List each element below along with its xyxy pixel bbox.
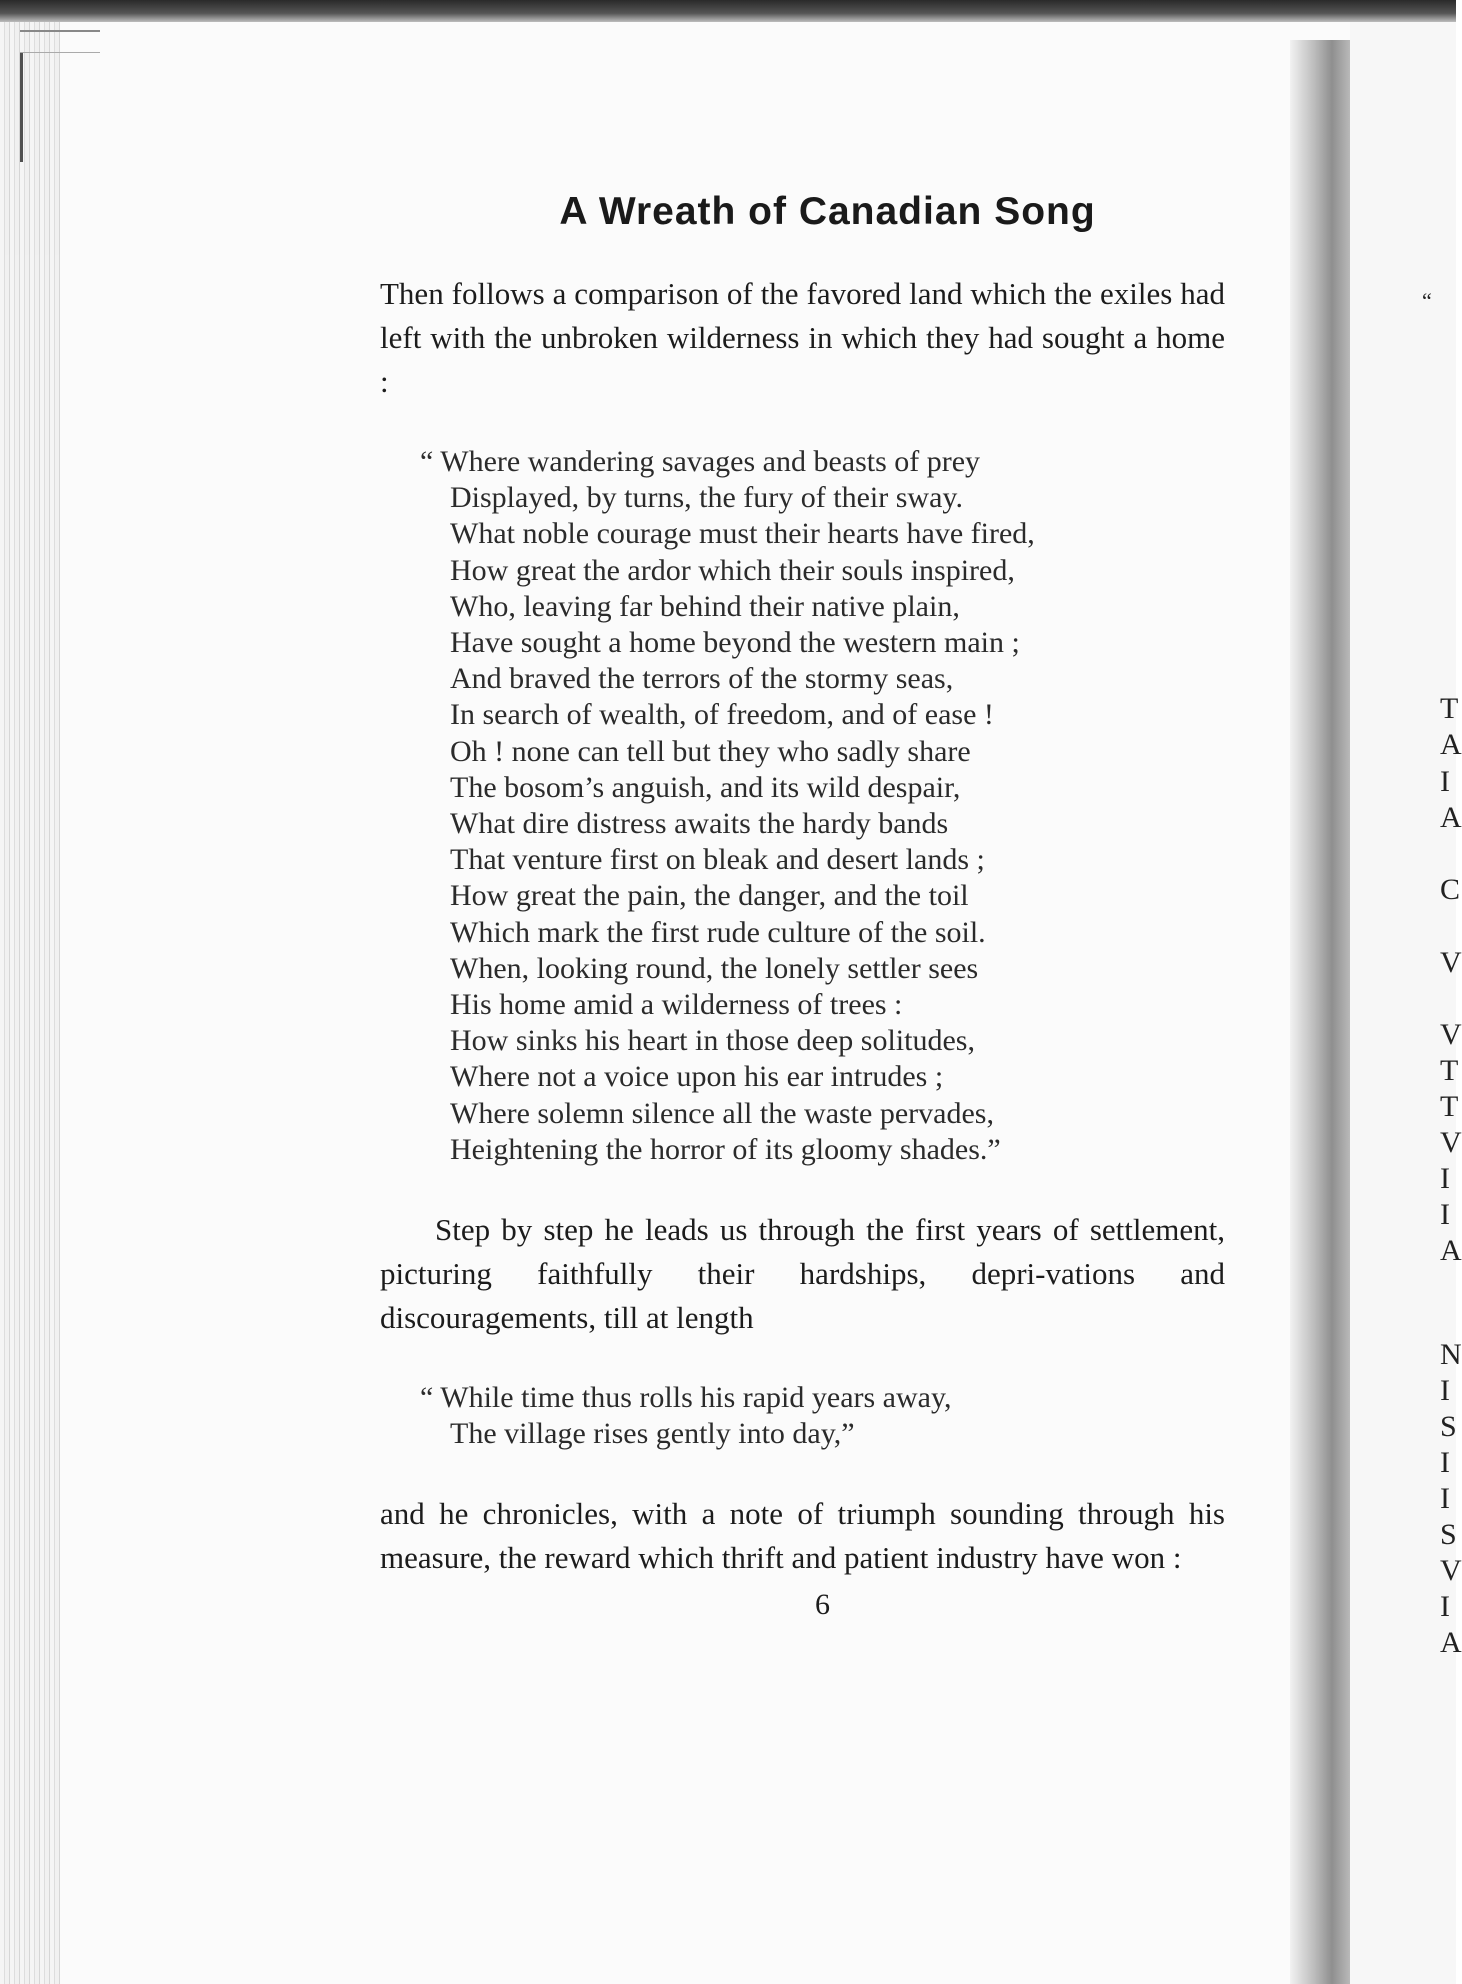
verse-quotation-2 bbox=[420, 1380, 1225, 1452]
facing-page-letter: A bbox=[1440, 1626, 1462, 1659]
paragraph-step-by-step: Step by step he leads us through the first years of settlement, picturing faithfully their hardships, depri-vations and discouragements, till at length bbox=[380, 1212, 1225, 1336]
facing-page-letter: I bbox=[1440, 1590, 1450, 1623]
verse-line: Where not a voice upon his ear intrudes ; bbox=[450, 1060, 944, 1094]
verse-line: His home amid a wilderness of trees : bbox=[450, 988, 903, 1022]
facing-page-letter: I bbox=[1440, 1374, 1450, 1407]
verse-line: How great the pain, the danger, and the toil bbox=[450, 879, 969, 913]
verse-line: “ Where wandering savages and beasts of prey bbox=[420, 445, 981, 478]
book-page bbox=[380, 190, 1225, 1622]
verse-line: Displayed, by turns, the fury of their sway. bbox=[450, 481, 963, 515]
facing-page-letter: “ bbox=[1422, 288, 1432, 313]
verse-line: When, looking round, the lonely settler sees bbox=[450, 951, 979, 985]
verse-line: Where solemn silence all the waste pervades, bbox=[450, 1096, 994, 1130]
facing-page-letter: V bbox=[1440, 1018, 1462, 1051]
scan-top-edge bbox=[0, 0, 1456, 22]
facing-page-letter: I bbox=[1440, 1446, 1450, 1479]
verse-line: That venture first on bleak and desert lands ; bbox=[450, 843, 985, 877]
facing-page-letter: I bbox=[1440, 1162, 1450, 1195]
verse-line: Heightening the horror of its gloomy shades.” bbox=[450, 1132, 1001, 1166]
verse-line: Which mark the first rude culture of the soil. bbox=[450, 915, 986, 949]
facing-page-fragment bbox=[1350, 22, 1462, 1984]
facing-page-letter: T bbox=[1440, 1090, 1459, 1123]
paragraph-chronicles: and he chronicles, with a note of triumph sounding through his measure, the reward which thrift and patient industry have won : bbox=[380, 1496, 1225, 1576]
facing-page-letter: I bbox=[1440, 765, 1450, 798]
verse-line: The bosom’s anguish, and its wild despair, bbox=[450, 770, 961, 804]
facing-page-letter: A bbox=[1440, 728, 1462, 761]
facing-page-letter: I bbox=[1440, 1482, 1450, 1515]
verse-line: In search of wealth, of freedom, and of ease ! bbox=[450, 698, 994, 732]
facing-page-letter: A bbox=[1440, 1234, 1462, 1267]
verse-line: How great the ardor which their souls inspired, bbox=[450, 553, 1015, 587]
verse-line: What noble courage must their hearts have fired, bbox=[450, 517, 1035, 551]
facing-page-letter: V bbox=[1440, 1126, 1462, 1159]
facing-page-letter: T bbox=[1440, 1054, 1459, 1087]
verse-line: The village rises gently into day,” bbox=[450, 1417, 855, 1451]
verse-line: “ While time thus rolls his rapid years away, bbox=[420, 1381, 952, 1415]
facing-page-letter: I bbox=[1440, 1198, 1450, 1231]
page-edge-lines bbox=[20, 30, 100, 53]
stacked-page-edges bbox=[0, 22, 60, 1984]
facing-page-letter: N bbox=[1440, 1338, 1462, 1371]
facing-page-letter: T bbox=[1440, 692, 1459, 725]
verse-line: What dire distress awaits the hardy bands bbox=[450, 807, 949, 841]
running-header-title: A Wreath of Canadian Song bbox=[559, 190, 1096, 233]
verse-line: Have sought a home beyond the western main ; bbox=[450, 626, 1020, 660]
book-gutter-shadow bbox=[1290, 40, 1350, 1984]
facing-page-letter: S bbox=[1440, 1518, 1457, 1551]
facing-page-letter: A bbox=[1440, 801, 1462, 834]
facing-page-letter: V bbox=[1440, 1554, 1462, 1587]
paragraph-intro: Then follows a comparison of the favored land which the exiles had left with the unbroken wilderness in which they had sought a home : bbox=[380, 276, 1225, 399]
facing-page-letter: V bbox=[1440, 946, 1462, 979]
verse-line: Who, leaving far behind their native plain, bbox=[450, 589, 960, 623]
facing-page-letter: C bbox=[1440, 873, 1461, 906]
verse-line: And braved the terrors of the stormy seas, bbox=[450, 662, 954, 696]
verse-line: How sinks his heart in those deep solitudes, bbox=[450, 1024, 975, 1058]
verse-line: Oh ! none can tell but they who sadly share bbox=[450, 734, 971, 768]
page-number: 6 bbox=[815, 1588, 830, 1622]
verse-quotation-1 bbox=[420, 444, 1225, 1168]
facing-page-letter: S bbox=[1440, 1410, 1457, 1443]
